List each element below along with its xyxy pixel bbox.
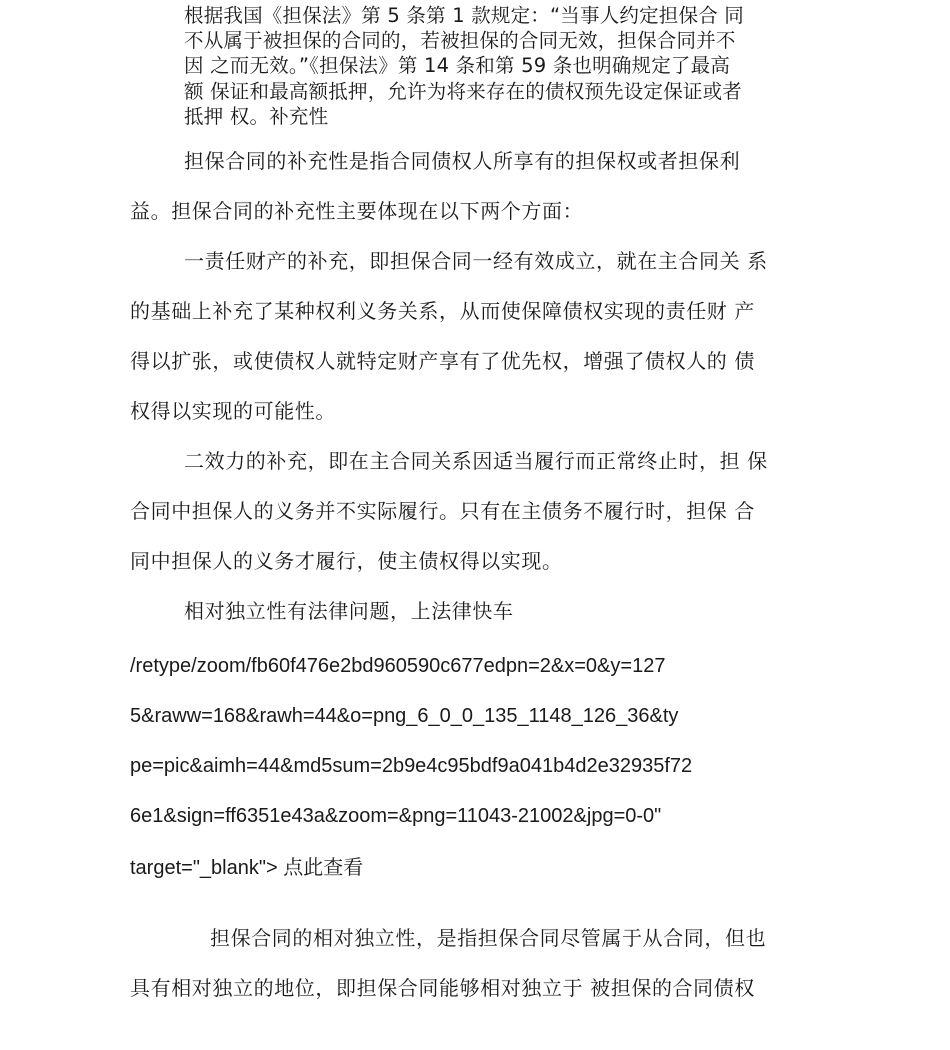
- text-line: 抵押 权。补充性: [184, 105, 329, 128]
- text-line: 因 之而无效。”《担保法》第 14 条和第 59 条也明确规定了最高: [184, 54, 731, 77]
- url-text-line: 6e1&sign=ff6351e43a&zoom=&png=11043-21002&jpg=0-0": [130, 805, 662, 827]
- url-text-line: 5&raww=168&rawh=44&o=png_6_0_0_135_1148_126_36&ty: [130, 705, 679, 727]
- paragraph-line: 的基础上补充了某种权利义务关系，从而使保障债权实现的责任财 产: [130, 299, 755, 323]
- paragraph-line: 相对独立性有法律问题，上法律快车: [184, 599, 514, 623]
- paragraph-line: 担保合同的补充性是指合同债权人所享有的担保权或者担保利: [184, 149, 741, 173]
- paragraph-line: 担保合同的相对独立性，是指担保合同尽管属于从合同，但也: [210, 926, 767, 950]
- view-link[interactable]: target="_blank"> 点此查看: [130, 857, 364, 879]
- text-line: 不从属于被担保的合同的，若被担保的合同无效，担保合同并不: [184, 29, 736, 52]
- paragraph-line: 得以扩张，或使债权人就特定财产享有了优先权，增强了债权人的 债: [130, 349, 755, 373]
- paragraph-line: 具有相对独立的地位，即担保合同能够相对独立于 被担保的合同债权: [130, 976, 755, 1000]
- paragraph-line: 合同中担保人的义务并不实际履行。只有在主债务不履行时，担保 合: [130, 499, 755, 523]
- paragraph-line: 一责任财产的补充，即担保合同一经有效成立，就在主合同关 系: [184, 249, 768, 273]
- paragraph-line: 益。担保合同的补充性主要体现在以下两个方面：: [130, 199, 584, 223]
- url-text-line: /retype/zoom/fb60f476e2bd960590c677edpn=2&x=0&y=127: [130, 655, 666, 677]
- url-text-line: pe=pic&aimh=44&md5sum=2b9e4c95bdf9a041b4d2e32935f72: [130, 755, 693, 777]
- text-line: 额 保证和最高额抵押，允许为将来存在的债权预先设定保证或者: [184, 80, 742, 103]
- paragraph-line: 二效力的补充，即在主合同关系因适当履行而正常终止时，担 保: [184, 449, 768, 473]
- paragraph-line: 同中担保人的义务才履行，使主债权得以实现。: [130, 549, 563, 573]
- paragraph-line: 权得以实现的可能性。: [130, 399, 336, 423]
- text-line: 根据我国《担保法》第 5 条第 1 款规定：“当事人约定担保合 同: [184, 4, 745, 27]
